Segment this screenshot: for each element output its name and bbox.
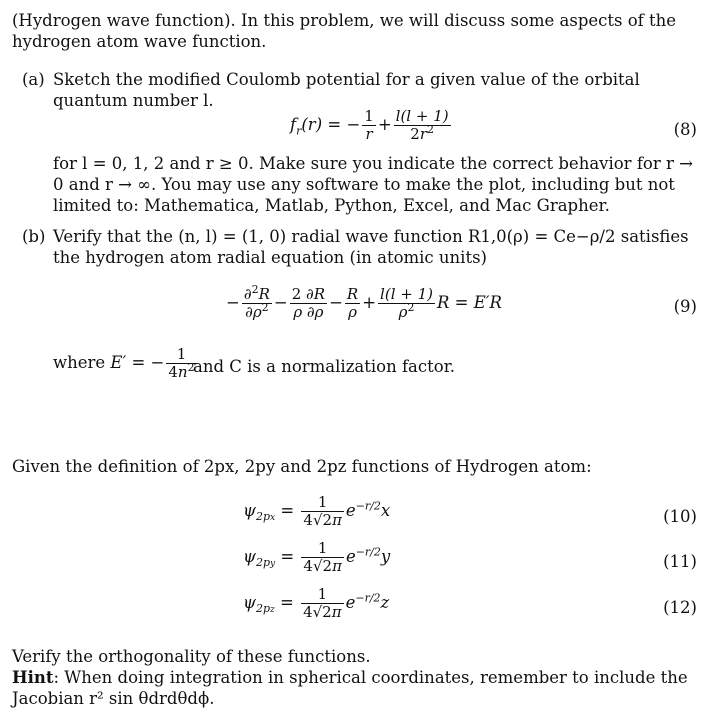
part-a-after-text: for l = 0, 1, 2 and r ≥ 0. Make sure you indicate the correct behavior for r → 0 and r → ∞. You may use any software to make the plot, including but not limited to: Mathematica, Matlab, Python, Excel, and Mac Grapher. [53,154,693,215]
equation-11: $\psi_{2py}$ = $\frac{1}{4√2\pi}$ $e^{-r/2}y$ [243,539,391,575]
equation-8: $f_r(r)$ = − $\frac{1}{r}$ + $\frac{l(l + 1)}{2r^2}$ [290,107,449,143]
given-text: Given the definition of 2px, 2py and 2pz functions of Hydrogen atom: [12,457,592,476]
hint-label: Hint [12,668,54,687]
part-b-text: Verify that the (n, l) = (1, 0) radial wave function R1,0(ρ) = Ce−ρ/2 satisfies the hydrogen atom radial equation (in atomic units) [53,227,689,267]
hint-text: : When doing integration in spherical coordinates, remember to include the Jacobian r² sin θdrdθdϕ. [12,668,688,708]
equation-10-number: (10) [663,507,697,526]
equation-8-number: (8) [673,120,697,139]
part-a-text: Sketch the modified Coulomb potential for a given value of the orbital quantum number l. [53,70,640,110]
verify-text: Verify the orthogonality of these functions. [12,647,371,666]
equation-11-number: (11) [663,552,697,571]
part-b-where-text: and C is a normalization factor. [193,357,456,376]
equation-12: $\psi_{2pz}$ = $\frac{1}{4√2\pi}$ $e^{-r/2}z$ [243,585,390,621]
part-a-label: (a) [22,70,45,89]
equation-9-number: (9) [673,297,697,316]
hint-paragraph [12,667,700,709]
part-b-label: (b) [22,227,46,246]
where-e-prime: where E′ = − $\frac{1}{4n^2}$ [53,345,195,381]
equation-12-number: (12) [663,598,697,617]
equation-9: − $\frac{\partial^2R}{\partial\rho^2}$ − $\frac{2 \partial R}{\rho \partial\rho}$ − $\frac{R}{\rho}$ + $\frac{l(l + 1)}{\rho^2}$ R = E′R [226,283,502,321]
equation-10: $\psi_{2px}$ = $\frac{1}{4√2\pi}$ $e^{-r/2}x$ [243,493,391,529]
intro-text: (Hydrogen wave function). In this problem, we will discuss some aspects of the hydrogen atom wave function. [12,11,677,51]
